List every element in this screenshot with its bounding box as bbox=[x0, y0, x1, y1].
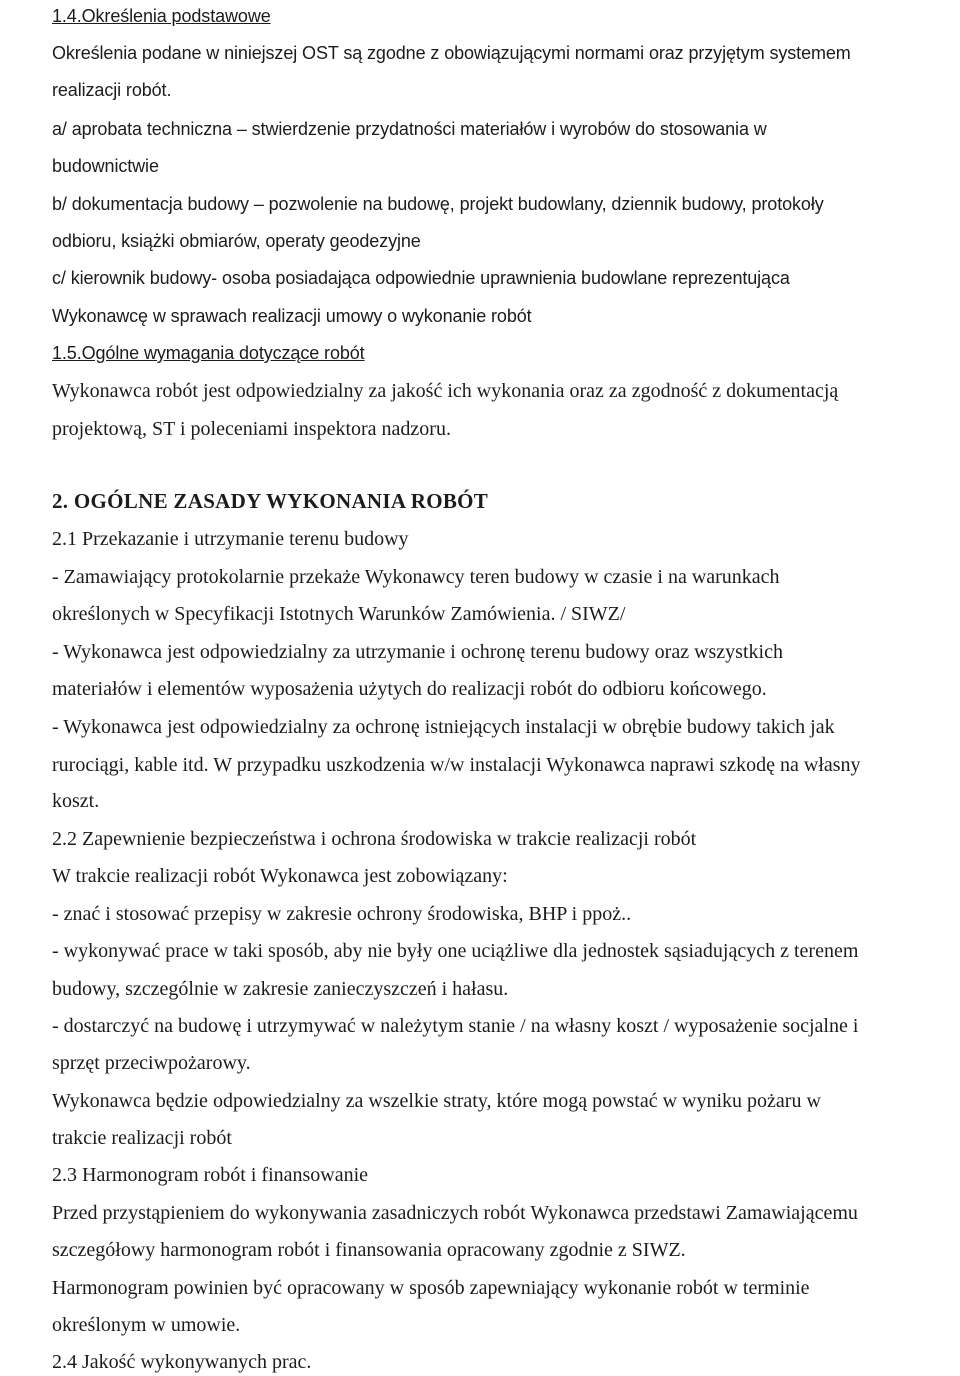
subsection-heading-2-1: 2.1 Przekazanie i utrzymanie terenu budowy bbox=[52, 528, 409, 550]
paragraph-line: szczegółowy harmonogram robót i finansowania opracowany zgodnie z SIWZ. bbox=[52, 1239, 686, 1261]
definition-line: b/ dokumentacja budowy – pozwolenie na budowę, projekt budowlany, dziennik budowy, protokoły bbox=[52, 194, 824, 214]
definition-line: Wykonawcę w sprawach realizacji umowy o wykonanie robót bbox=[52, 306, 532, 326]
paragraph-line: - Wykonawca jest odpowiedzialny za utrzymanie i ochronę terenu budowy oraz wszystkich bbox=[52, 641, 783, 663]
paragraph-line: sprzęt przeciwpożarowy. bbox=[52, 1052, 251, 1074]
paragraph-line: określonych w Specyfikacji Istotnych Warunków Zamówienia. / SIWZ/ bbox=[52, 603, 626, 625]
section-heading-1-5: 1.5.Ogólne wymagania dotyczące robót bbox=[52, 343, 365, 363]
paragraph-line: Wykonawca robót jest odpowiedzialny za jakość ich wykonania oraz za zgodność z dokumentacją bbox=[52, 380, 839, 402]
paragraph-line: - dostarczyć na budowę i utrzymywać w należytym stanie / na własny koszt / wyposażenie socjalne i bbox=[52, 1015, 859, 1037]
paragraph-line: - wykonywać prace w taki sposób, aby nie były one uciążliwe dla jednostek sąsiadujących z terenem bbox=[52, 940, 859, 962]
subsection-heading-2-4: 2.4 Jakość wykonywanych prac. bbox=[52, 1351, 312, 1373]
paragraph-line: Określenia podane w niniejszej OST są zgodne z obowiązującymi normami oraz przyjętym systemem bbox=[52, 43, 851, 63]
paragraph-line: określonym w umowie. bbox=[52, 1314, 241, 1336]
paragraph-line: projektową, ST i poleceniami inspektora nadzoru. bbox=[52, 418, 451, 440]
paragraph-line: W trakcie realizacji robót Wykonawca jest zobowiązany: bbox=[52, 865, 508, 887]
paragraph-line: trakcie realizacji robót bbox=[52, 1127, 232, 1149]
paragraph-line: Harmonogram powinien być opracowany w sposób zapewniający wykonanie robót w terminie bbox=[52, 1277, 810, 1299]
paragraph-line: materiałów i elementów wyposażenia użytych do realizacji robót do odbioru końcowego. bbox=[52, 678, 767, 700]
definition-line: a/ aprobata techniczna – stwierdzenie przydatności materiałów i wyrobów do stosowania w bbox=[52, 119, 767, 139]
section-heading-1-4: 1.4.Określenia podstawowe bbox=[52, 6, 271, 26]
paragraph-line: - Wykonawca jest odpowiedzialny za ochronę istniejących instalacji w obrębie budowy takich jak bbox=[52, 716, 835, 738]
paragraph-line: koszt. bbox=[52, 790, 100, 812]
paragraph-line: realizacji robót. bbox=[52, 80, 172, 100]
definition-line: c/ kierownik budowy- osoba posiadająca odpowiednie uprawnienia budowlane reprezentująca bbox=[52, 268, 790, 288]
paragraph-line: rurociągi, kable itd. W przypadku uszkodzenia w/w instalacji Wykonawca naprawi szkodę na własny bbox=[52, 754, 861, 776]
subsection-heading-2-3: 2.3 Harmonogram robót i finansowanie bbox=[52, 1164, 369, 1186]
paragraph-line: budowy, szczególnie w zakresie zanieczyszczeń i hałasu. bbox=[52, 978, 509, 1000]
definition-line: budownictwie bbox=[52, 156, 159, 176]
subsection-heading-2-2: 2.2 Zapewnienie bezpieczeństwa i ochrona środowiska w trakcie realizacji robót bbox=[52, 828, 697, 850]
definition-line: odbioru, książki obmiarów, operaty geodezyjne bbox=[52, 231, 421, 251]
paragraph-line: - Zamawiający protokolarnie przekaże Wykonawcy teren budowy w czasie i na warunkach bbox=[52, 566, 780, 588]
paragraph-line: - znać i stosować przepisy w zakresie ochrony środowiska, BHP i ppoż.. bbox=[52, 903, 632, 925]
paragraph-line: Przed przystąpieniem do wykonywania zasadniczych robót Wykonawca przedstawi Zamawiającemu bbox=[52, 1202, 858, 1224]
chapter-heading-2: 2. OGÓLNE ZASADY WYKONANIA ROBÓT bbox=[52, 489, 489, 513]
paragraph-line: Wykonawca będzie odpowiedzialny za wszelkie straty, które mogą powstać w wyniku pożaru w bbox=[52, 1090, 821, 1112]
